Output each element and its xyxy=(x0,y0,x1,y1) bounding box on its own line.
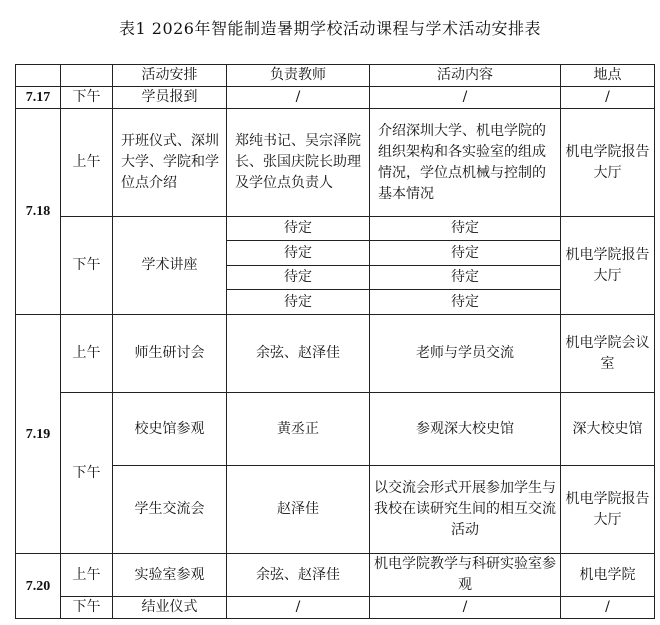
activity-cell: 学员报到 xyxy=(113,87,227,109)
period-cell: 下午 xyxy=(61,597,113,619)
teacher-cell: 待定 xyxy=(227,217,370,241)
table-row xyxy=(16,393,655,466)
content-cell: 老师与学员交流 xyxy=(370,315,561,393)
table-row xyxy=(16,315,655,393)
teacher-cell: 待定 xyxy=(227,290,370,315)
activity-cell: 学术讲座 xyxy=(113,217,227,315)
teacher-cell: 郑纯书记、吴宗泽院长、张国庆院长助理及学位点负责人 xyxy=(227,109,370,217)
teacher-cell: 余弦、赵泽佳 xyxy=(227,554,370,597)
location-cell: 机电学院会议室 xyxy=(561,315,655,393)
table-row xyxy=(16,597,655,619)
table-row xyxy=(16,87,655,109)
header-date xyxy=(16,65,61,87)
activity-cell: 结业仪式 xyxy=(113,597,227,619)
date-cell: 7.17 xyxy=(16,87,61,109)
location-cell: 深大校史馆 xyxy=(561,393,655,466)
location-cell: 机电学院报告大厅 xyxy=(561,109,655,217)
location-cell: / xyxy=(561,87,655,109)
activity-cell: 实验室参观 xyxy=(113,554,227,597)
content-cell: 待定 xyxy=(370,241,561,266)
date-cell: 7.18 xyxy=(16,109,61,315)
activity-cell: 校史馆参观 xyxy=(113,393,227,466)
period-cell: 上午 xyxy=(61,109,113,217)
header-activity: 活动安排 xyxy=(113,65,227,87)
content-cell: 待定 xyxy=(370,217,561,241)
period-cell: 下午 xyxy=(61,393,113,554)
content-cell: 待定 xyxy=(370,266,561,290)
content-cell: 机电学院教学与科研实验室参观 xyxy=(370,554,561,597)
table-row xyxy=(16,554,655,597)
header-content: 活动内容 xyxy=(370,65,561,87)
teacher-cell: 赵泽佳 xyxy=(227,466,370,554)
content-cell: / xyxy=(370,87,561,109)
activity-cell: 师生研讨会 xyxy=(113,315,227,393)
teacher-cell: / xyxy=(227,597,370,619)
location-cell: 机电学院报告大厅 xyxy=(561,217,655,315)
location-cell: 机电学院报告大厅 xyxy=(561,466,655,554)
location-cell: / xyxy=(561,597,655,619)
document-title: 表1 2026年智能制造暑期学校活动课程与学术活动安排表 xyxy=(119,19,541,38)
teacher-cell: 待定 xyxy=(227,241,370,266)
header-period xyxy=(61,65,113,87)
date-cell: 7.19 xyxy=(16,315,61,554)
content-cell: 待定 xyxy=(370,290,561,315)
teacher-cell: 待定 xyxy=(227,266,370,290)
activity-cell: 学生交流会 xyxy=(113,466,227,554)
content-cell: 介绍深圳大学、机电学院的组织架构和各实验室的组成情况，学位点机械与控制的基本情况 xyxy=(370,109,561,217)
content-cell: 参观深大校史馆 xyxy=(370,393,561,466)
date-cell: 7.20 xyxy=(16,554,61,619)
period-cell: 下午 xyxy=(61,217,113,315)
table-row xyxy=(16,109,655,217)
period-cell: 上午 xyxy=(61,554,113,597)
content-cell: 以交流会形式开展参加学生与我校在读研究生间的相互交流活动 xyxy=(370,466,561,554)
header-teacher: 负责教师 xyxy=(227,65,370,87)
teacher-cell: / xyxy=(227,87,370,109)
location-cell: 机电学院 xyxy=(561,554,655,597)
schedule-table xyxy=(15,64,655,619)
period-cell: 上午 xyxy=(61,315,113,393)
activity-cell: 开班仪式、深圳大学、学院和学位点介绍 xyxy=(113,109,227,217)
content-cell: / xyxy=(370,597,561,619)
header-location: 地点 xyxy=(561,65,655,87)
teacher-cell: 黄丞正 xyxy=(227,393,370,466)
period-cell: 下午 xyxy=(61,87,113,109)
teacher-cell: 余弦、赵泽佳 xyxy=(227,315,370,393)
table-row xyxy=(16,217,655,241)
table-header-row xyxy=(16,65,655,87)
